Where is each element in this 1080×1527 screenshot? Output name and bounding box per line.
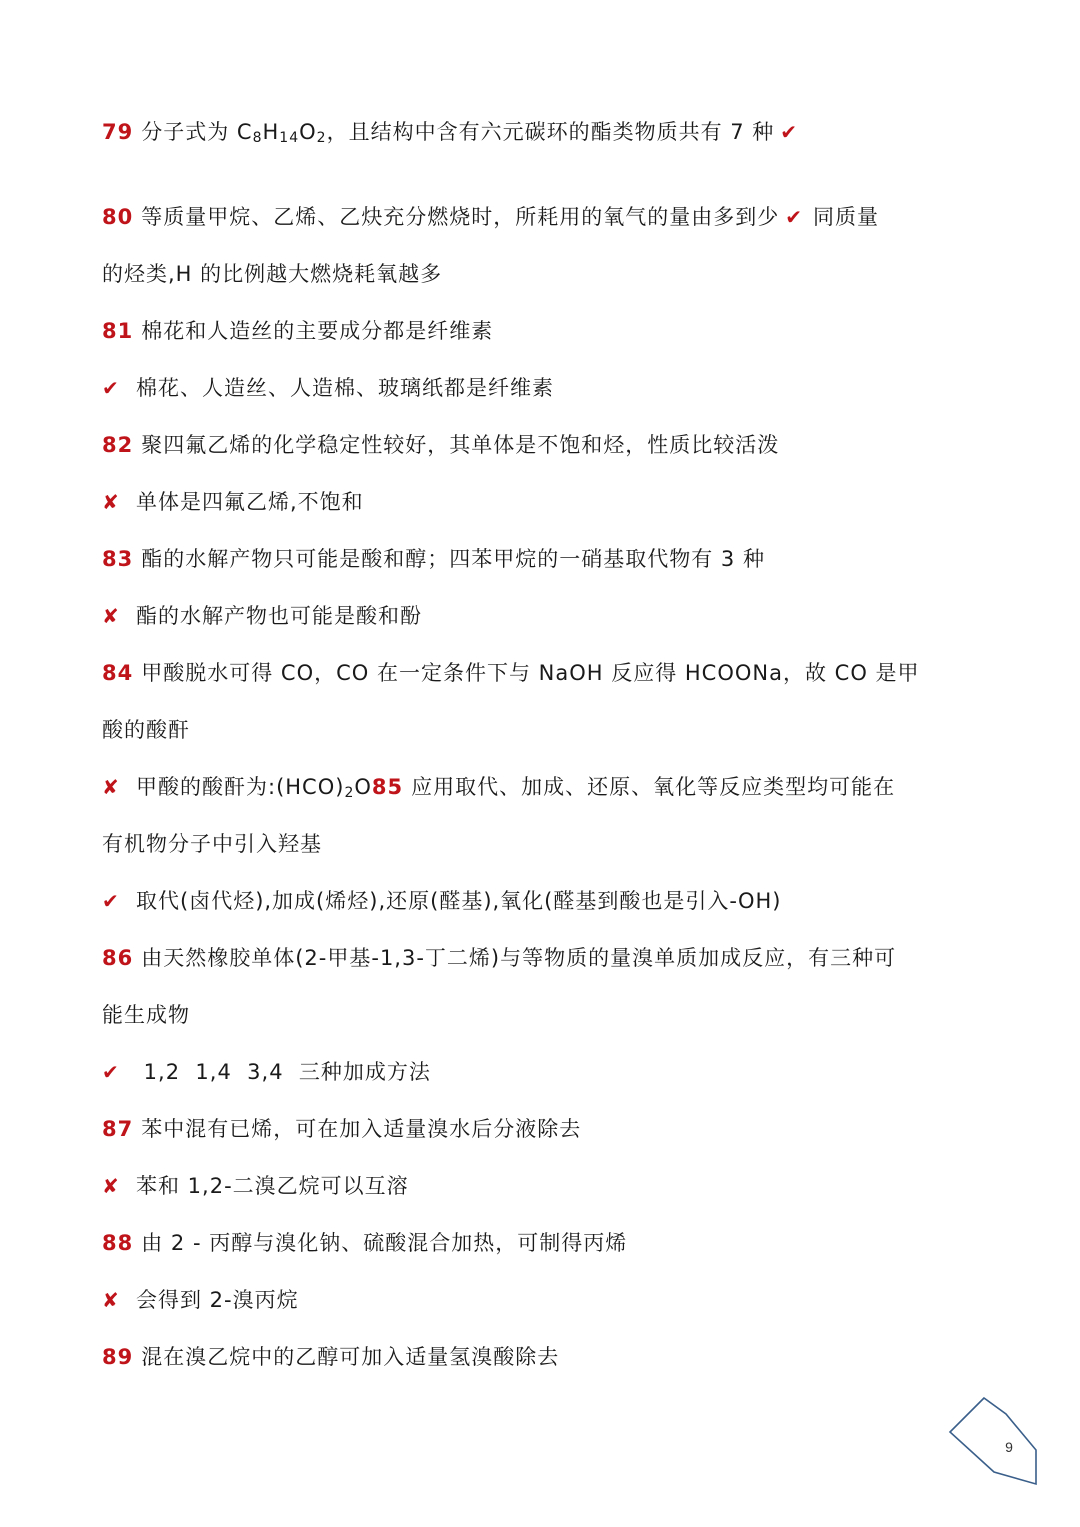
question-text: 分子式为 $C_8H_{14}O_2$，且结构中含有六元碳环的酯类物质共有 7 种: [141, 120, 775, 146]
question-number: 89: [102, 1345, 134, 1369]
check-mark-icon: ✔: [780, 120, 799, 144]
question-79: [102, 104, 982, 161]
check-mark-icon: ✔: [102, 889, 120, 913]
answer-80-continued: [102, 246, 982, 303]
question-number: 81: [102, 319, 134, 343]
question-number: 84: [102, 661, 134, 685]
answer-text: 会得到 2-溴丙烷: [136, 1288, 299, 1312]
question-text: 酯的水解产物只可能是酸和醇；四苯甲烷的一硝基取代物有 3 种: [141, 547, 765, 571]
page-badge-icon: [944, 1394, 1044, 1490]
question-text: 有机物分子中引入羟基: [102, 832, 322, 856]
question-80: [102, 189, 982, 246]
question-number: 85: [371, 775, 404, 799]
question-text: 棉花和人造丝的主要成分都是纤维素: [141, 319, 494, 343]
question-number: 79: [102, 120, 134, 144]
answer-84-question-85: [102, 759, 982, 816]
answer-82: [102, 474, 982, 531]
question-86: [102, 930, 982, 987]
question-83: [102, 531, 982, 588]
question-text: 能生成物: [102, 1003, 190, 1027]
question-text: 应用取代、加成、还原、氧化等反应类型均可能在: [411, 775, 896, 799]
question-text: 混在溴乙烷中的乙醇可加入适量氢溴酸除去: [141, 1345, 560, 1369]
question-text: 由 2 - 丙醇与溴化钠、硫酸混合加热，可制得丙烯: [141, 1231, 628, 1255]
question-number: 82: [102, 433, 134, 457]
question-88: [102, 1215, 982, 1272]
question-82: [102, 417, 982, 474]
question-text: 酸的酸酐: [102, 718, 190, 742]
answer-text: 单体是四氟乙烯,不饱和: [136, 490, 364, 514]
cross-mark-icon: ✘: [102, 1174, 120, 1198]
answer-text: 同质量: [813, 205, 879, 229]
question-number: 88: [102, 1231, 134, 1255]
cross-mark-icon: ✘: [102, 490, 120, 514]
question-text: 由天然橡胶单体(2-甲基-1,3-丁二烯)与等物质的量溴单质加成反应，有三种可: [141, 946, 897, 970]
page-number: 9: [1005, 1439, 1013, 1455]
check-mark-icon: ✔: [102, 376, 120, 400]
question-85-continued: [102, 816, 982, 873]
answer-85: [102, 873, 982, 930]
question-84-continued: [102, 702, 982, 759]
cross-mark-icon: ✘: [102, 604, 120, 628]
cross-mark-icon: ✘: [102, 1288, 120, 1312]
answer-83: [102, 588, 982, 645]
question-text: 等质量甲烷、乙烯、乙炔充分燃烧时，所耗用的氧气的量由多到少: [141, 205, 780, 229]
page-number-badge: [944, 1394, 1044, 1490]
cross-mark-icon: ✘: [102, 775, 120, 799]
answer-text: 苯和 1,2-二溴乙烷可以互溶: [136, 1174, 409, 1198]
question-number: 83: [102, 547, 134, 571]
question-87: [102, 1101, 982, 1158]
question-number: 86: [102, 946, 134, 970]
answer-text: 的烃类,H 的比例越大燃烧耗氧越多: [102, 262, 443, 286]
answer-text: 取代(卤代烃),加成(烯烃),还原(醛基),氧化(醛基到酸也是引入-OH): [136, 889, 782, 913]
check-mark-icon: ✔: [785, 205, 803, 229]
question-81: [102, 303, 982, 360]
question-text: 苯中混有已烯，可在加入适量溴水后分液除去: [141, 1117, 582, 1141]
answer-text: 棉花、人造丝、人造棉、玻璃纸都是纤维素: [136, 376, 554, 400]
answer-87: [102, 1158, 982, 1215]
answer-86: [102, 1044, 982, 1101]
answer-text: 甲酸的酸酐为$:(HCO)_2O$: [136, 775, 372, 801]
answer-81: [102, 360, 982, 417]
question-89: [102, 1329, 982, 1386]
check-mark-icon: ✔: [102, 1060, 120, 1084]
question-number: 80: [102, 205, 134, 229]
question-text: 甲酸脱水可得 CO，CO 在一定条件下与 NaOH 反应得 HCOONa，故 CO 是甲: [141, 661, 920, 685]
answer-text: 酯的水解产物也可能是酸和酚: [136, 604, 422, 628]
answer-88: [102, 1272, 982, 1329]
question-86-continued: [102, 987, 982, 1044]
question-number: 87: [102, 1117, 134, 1141]
answer-text: 1,2 1,4 3,4 三种加成方法: [136, 1060, 431, 1084]
question-84: [102, 645, 982, 702]
question-text: 聚四氟乙烯的化学稳定性较好，其单体是不饱和烃，性质比较活泼: [141, 433, 780, 457]
document-body: [102, 104, 982, 1386]
